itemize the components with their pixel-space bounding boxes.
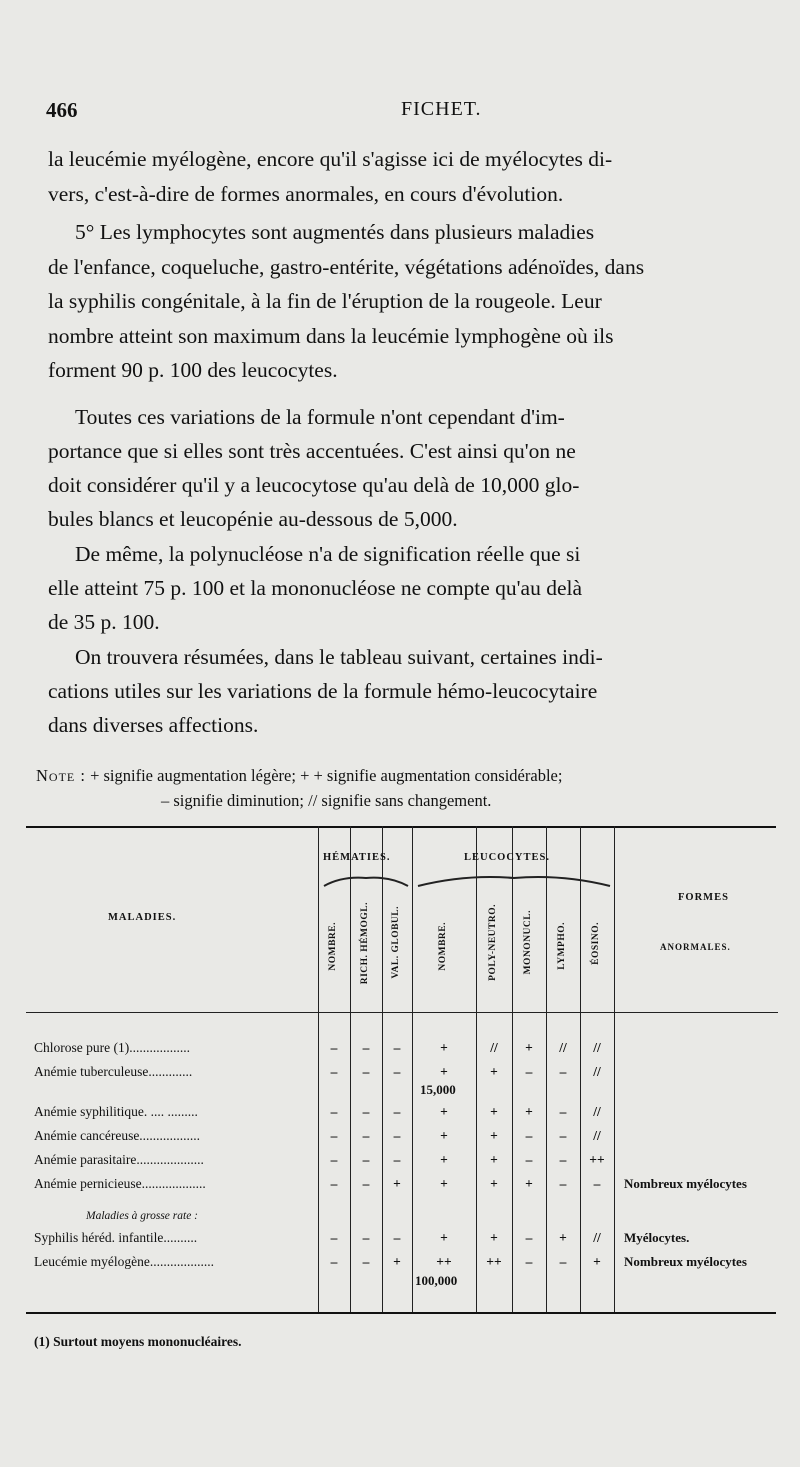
cell: – [362,1040,370,1055]
table-row [26,1040,776,1064]
cell: + [525,1176,533,1191]
row-label: Anémie pernicieuse................... [34,1176,206,1191]
cell: // [593,1128,601,1143]
row-count-note: 100,000 [415,1273,458,1288]
cell: – [393,1040,401,1055]
cell: – [525,1152,533,1167]
hematies-header: HÉMATIES. [323,852,391,863]
row-label: Leucémie myélogène................... [34,1254,214,1269]
cell: – [330,1128,338,1143]
cell: + [525,1104,533,1119]
cell: – [330,1152,338,1167]
paragraph [48,640,758,743]
paragraph [48,142,758,211]
body-text [48,142,758,742]
text-line: elle atteint 75 p. 100 et la mononucléose ne compte qu'au delà [48,575,583,600]
table-row [26,1128,776,1152]
cell: + [490,1064,498,1079]
text-line: portance que si elles sont très accentuées. C'est ainsi qu'on ne [48,438,576,463]
note-label: Note : [36,766,86,785]
cell: – [362,1176,370,1191]
row-label: Chlorose pure (1).................. [34,1040,190,1055]
cell: – [525,1230,533,1245]
text-line: De même, la polynucléose n'a de signification réelle que si [75,541,581,566]
cell: + [440,1230,448,1245]
row-extra: Nombreux myélocytes [624,1176,747,1191]
text-line: dans diverses affections. [48,713,259,738]
col-header: NOMBRE. [328,922,338,971]
cell: – [559,1104,567,1119]
paragraph [48,537,758,640]
row-label: Anémie cancéreuse.................. [34,1128,201,1143]
cell: // [593,1040,601,1055]
col-header: ÉOSINO. [591,922,601,965]
cell: ++ [589,1152,605,1167]
cell: + [393,1254,401,1269]
cell: – [393,1064,401,1079]
cell: – [393,1152,401,1167]
cell: – [525,1254,533,1269]
cell: + [593,1254,601,1269]
leucocytes-header: LEUCOCYTES. [464,852,550,863]
text-line: doit considérer qu'il y a leucocytose qu'au delà de 10,000 glo- [48,473,580,498]
note-line-1: + signifie augmentation légère; + + signifie augmentation considérable; [90,766,563,785]
cell: – [362,1230,370,1245]
page-header [46,98,786,128]
cell: – [330,1104,338,1119]
cell: – [593,1176,601,1191]
cell: + [525,1040,533,1055]
cell: – [362,1064,370,1079]
header-rule [26,1012,778,1013]
cell: + [393,1176,401,1191]
row-count-note: 15,000 [420,1082,456,1097]
cell: – [393,1128,401,1143]
cell: – [559,1152,567,1167]
cell: – [330,1064,338,1079]
cell: // [593,1230,601,1245]
cell: – [559,1176,567,1191]
col-header: POLY-NEUTRO. [488,904,498,981]
cell: // [559,1040,567,1055]
col-header: NOMBRE. [438,922,448,971]
text-line: de 35 p. 100. [48,610,160,635]
summary-table [26,826,778,1312]
anormales-header: ANORMALES. [660,942,731,952]
table-row [26,1176,776,1200]
footnote: (1) Surtout moyens mononucléaires. [34,1334,242,1349]
cell: + [490,1104,498,1119]
row-label: Syphilis héréd. infantile.......... [34,1230,198,1245]
cell: – [362,1152,370,1167]
cell: // [593,1064,601,1079]
cell: – [525,1128,533,1143]
cell: – [393,1230,401,1245]
text-line: cations utiles sur les variations de la formule hémo-leucocytaire [48,678,598,703]
cell: – [330,1230,338,1245]
cell: – [393,1104,401,1119]
table-row [26,1230,776,1254]
maladies-header: MALADIES. [108,912,177,923]
cell: + [490,1128,498,1143]
row-label: Anémie tuberculeuse............. [34,1064,193,1079]
row-label: Anémie parasitaire.................... [34,1152,204,1167]
text-line: vers, c'est-à-dire de formes anormales, en cours d'évolution. [48,181,564,206]
cell: + [490,1152,498,1167]
text-line: forment 90 p. 100 des leucocytes. [48,358,338,382]
cell: ++ [436,1254,452,1269]
formes-header: FORMES [678,892,729,903]
col-header: VAL. GLOBUL. [391,906,401,979]
cell: + [440,1040,448,1055]
cell: – [330,1254,338,1269]
cell: // [593,1104,601,1119]
cell: + [490,1230,498,1245]
note-line-2: – signifie diminution; // signifie sans changement. [161,791,492,810]
table-row [26,1064,776,1088]
cell: + [440,1128,448,1143]
text-line: 5° Les lymphocytes sont augmentés dans plusieurs maladies [75,220,595,244]
cell: // [490,1040,498,1055]
table-row [26,1104,776,1128]
text-line: de l'enfance, coqueluche, gastro-entérite, végétations adénoïdes, dans [48,254,645,279]
running-title: FICHET. [401,98,482,120]
page-number: 466 [46,98,78,122]
leucocytes-brace [416,872,612,890]
hematies-brace [322,872,410,890]
row-label: Anémie syphilitique. .... ......... [34,1104,198,1119]
col-header: MONONUCL. [523,910,533,975]
text-line: la syphilis congénitale, à la fin de l'éruption de la rougeole. Leur [48,289,602,313]
cell: – [559,1254,567,1269]
table-row [26,1254,776,1278]
cell: ++ [486,1254,502,1269]
cell: – [525,1064,533,1079]
cell: + [440,1104,448,1119]
text-line: la leucémie myélogène, encore qu'il s'agisse ici de myélocytes di- [48,147,613,171]
cell: + [440,1176,448,1191]
col-header: LYMPHO. [557,922,567,970]
text-line: bules blancs et leucopénie au-dessous de 5,000. [48,507,458,532]
cell: – [330,1040,338,1055]
cell: – [330,1176,338,1191]
cell: + [559,1230,567,1245]
table-row [26,1152,776,1176]
paragraph [48,215,758,388]
cell: – [559,1064,567,1079]
cell: – [559,1128,567,1143]
row-extra: Myélocytes. [624,1230,690,1245]
table-note [36,763,788,813]
cell: – [362,1128,370,1143]
cell: – [362,1104,370,1119]
text-line: Toutes ces variations de la formule n'ont cependant d'im- [75,404,565,429]
row-extra: Nombreux myélocytes [624,1254,747,1269]
paragraph [48,400,758,537]
cell: + [440,1152,448,1167]
group-label: Maladies à grosse rate : [86,1210,199,1222]
col-header: RICH. HÉMOGL. [360,902,370,985]
cell: + [440,1064,448,1079]
cell: – [362,1254,370,1269]
cell: + [490,1176,498,1191]
text-line: nombre atteint son maximum dans la leucémie lymphogène où ils [48,323,614,348]
text-line: On trouvera résumées, dans le tableau suivant, certaines indi- [75,644,603,669]
